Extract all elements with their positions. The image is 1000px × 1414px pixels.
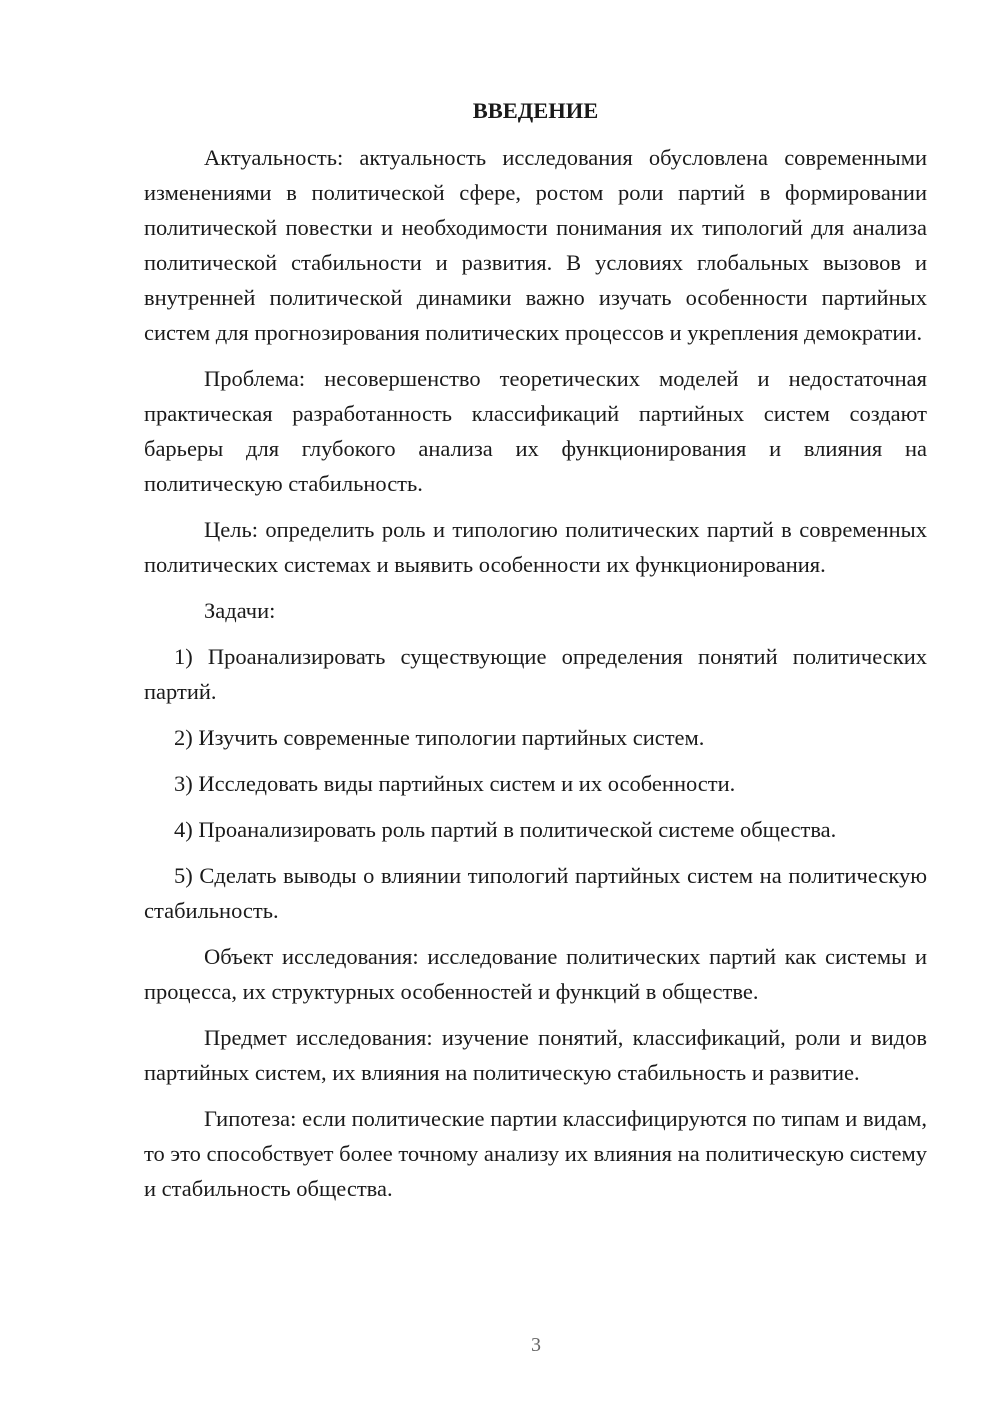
paragraph-hypothesis: Гипотеза: если политические партии классифицируются по типам и видам, то это способствует более точному анализу их влияния на политическую систему и стабильность общества.: [144, 1106, 927, 1201]
paragraph-object: Объект исследования: исследование политических партий как системы и процесса, их структурных особенностей и функций в обществе.: [144, 944, 927, 1004]
paragraph-problem: Проблема: несовершенство теоретических моделей и недостаточная практическая разработанность классификаций партийных систем создают барьеры для глубокого анализа их функционирования и влияния на политическую стабильность.: [144, 366, 927, 496]
list-item: 2) Изучить современные типологии партийных систем.: [174, 725, 705, 750]
list-item: 1) Проанализировать существующие определения понятий политических партий.: [144, 644, 927, 704]
tasks-list: [144, 639, 927, 928]
page-number: 3: [531, 1334, 541, 1356]
list-item: 4) Проанализировать роль партий в политической системе общества.: [174, 817, 837, 842]
paragraph-subject: Предмет исследования: изучение понятий, классификаций, роли и видов партийных систем, их влияния на политическую стабильность и развитие.: [144, 1025, 927, 1085]
paragraph-goal: Цель: определить роль и типологию политических партий в современных политических системах и выявить особенности их функционирования.: [144, 517, 927, 577]
list-item: 3) Исследовать виды партийных систем и их особенности.: [174, 771, 736, 796]
tasks-label: Задачи:: [204, 598, 276, 623]
section-heading: ВВЕДЕНИЕ: [472, 98, 599, 123]
document-page: [144, 94, 927, 1217]
paragraph-relevance: Актуальность: актуальность исследования обусловлена современными изменениями в политической сфере, ростом роли партий в формировании политической повестки и необходимости понимания их типологий для анализа политической стабильности и развития. В условиях глобальных вызовов и внутренней политической динамики важно изучать особенности партийных систем для прогнозирования политических процессов и укрепления демократии.: [144, 145, 927, 345]
list-item: 5) Сделать выводы о влиянии типологий партийных систем на политическую стабильность.: [144, 863, 927, 923]
